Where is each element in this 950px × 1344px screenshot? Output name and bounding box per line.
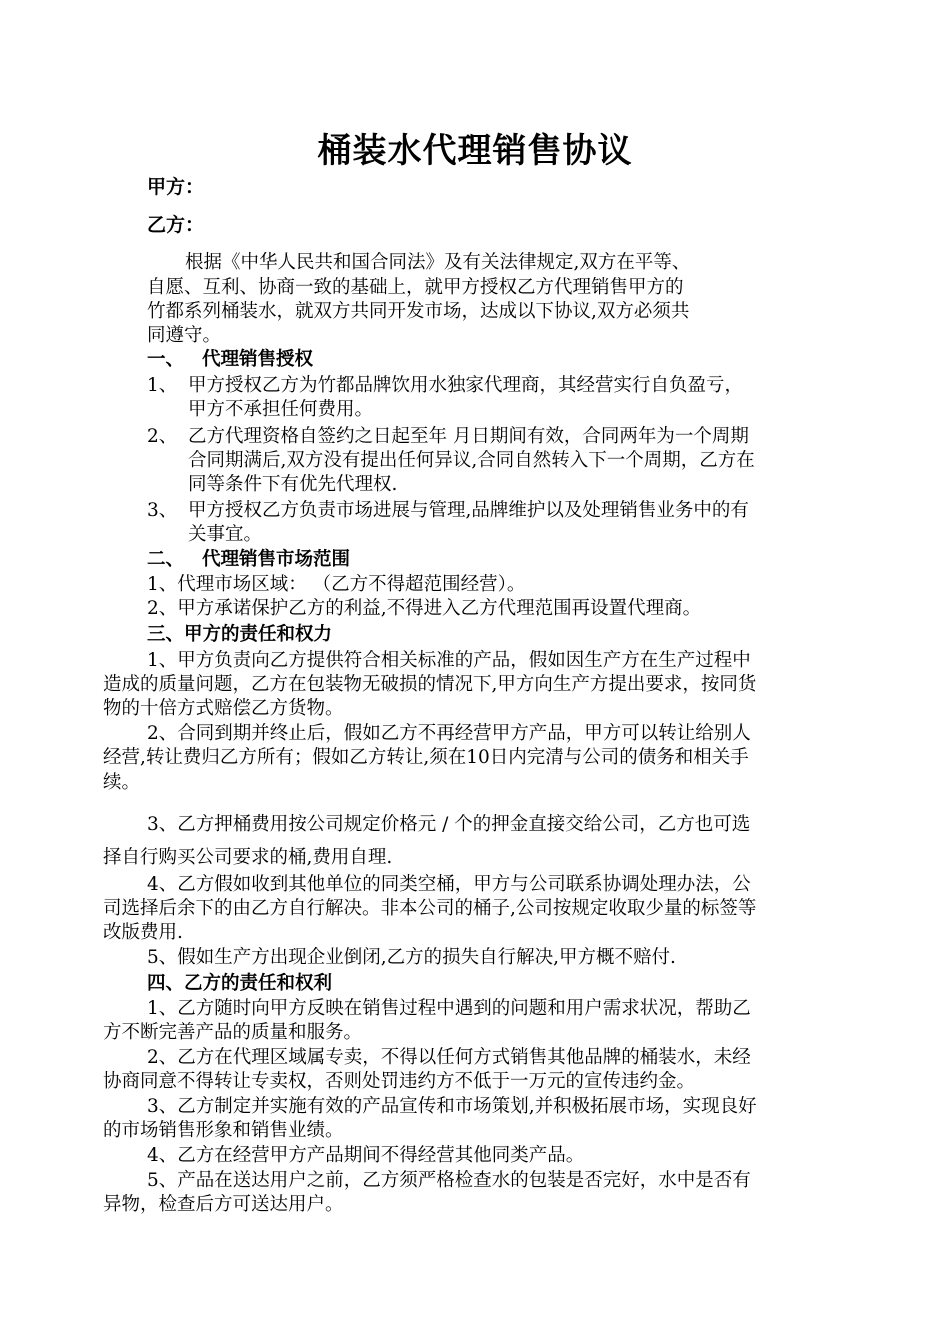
section4-line: 5、产品在送达用户之前，乙方须严格检查水的包装是否完好，水中是否有 [147, 1170, 751, 1191]
section2-line: 2、甲方承诺保护乙方的利益,不得进入乙方代理范围再设置代理商。 [147, 598, 702, 619]
section4-heading: 四、乙方的责任和权利 [147, 973, 333, 994]
section4-line: 协商同意不得转让专卖权，否则处罚违约方不低于一万元的宣传违约金。 [103, 1071, 696, 1092]
section1-item-number: 1、 [147, 375, 178, 396]
section3-line: 造成的质量问题，乙方在包装物无破损的情况下,甲方向生产方提出要求，按同货 [103, 674, 757, 695]
preamble-line: 竹都系列桶装水，就双方共同开发市场，达成以下协议,双方必须共 [147, 301, 690, 322]
section1-item-line: 乙方代理资格自签约之日起至年 月日期间有效，合同两年为一个周期 [188, 426, 749, 447]
section3-heading: 三、甲方的责任和权力 [147, 624, 333, 645]
section3-line: 2、合同到期并终止后，假如乙方不再经营甲方产品，甲方可以转让给别人 [147, 723, 751, 744]
section3-line: 4、乙方假如收到其他单位的同类空桶，甲方与公司联系协调处理办法，公 [147, 874, 751, 895]
section3-line: 司选择后余下的由乙方自行解决。非本公司的桶子,公司按规定收取少量的标签等 [103, 898, 757, 919]
section1-item-line: 甲方授权乙方为竹都品牌饮用水独家代理商，其经营实行自负盈亏， [188, 375, 744, 396]
section1-item-line: 同等条件下有优先代理权. [188, 474, 398, 495]
section1-heading: 代理销售授权 [202, 349, 314, 370]
section3-line: 改版费用. [103, 922, 183, 943]
section4-line: 方不断完善产品的质量和服务。 [103, 1022, 363, 1043]
section4-line: 的市场销售形象和销售业绩。 [103, 1120, 344, 1141]
section3-line: 3、乙方押桶费用按公司规定价格元 / 个的押金直接交给公司，乙方也可选 [147, 814, 751, 835]
document-title: 桶装水代理销售协议 [317, 131, 633, 171]
section1-item-number: 2、 [147, 426, 178, 447]
section3-line: 择自行购买公司要求的桶,费用自理. [103, 847, 393, 868]
section3-line: 续。 [103, 772, 141, 793]
section2-heading: 代理销售市场范围 [202, 549, 351, 570]
section1-item-number: 3、 [147, 500, 178, 521]
section4-line: 1、乙方随时向甲方反映在销售过程中遇到的问题和用户需求状况，帮助乙 [147, 998, 751, 1019]
section4-line: 异物，检查后方可送达用户。 [103, 1194, 344, 1215]
section3-line: 5、假如生产方出现企业倒闭,乙方的损失自行解决,甲方概不赔付. [147, 947, 676, 968]
section1-item-line: 甲方不承担任何费用。 [188, 399, 374, 420]
section1-item-line: 合同期满后,双方没有提出任何异议,合同自然转入下一个周期，乙方在 [188, 450, 755, 471]
section1-item-line: 甲方授权乙方负责市场进展与管理,品牌维护以及处理销售业务中的有 [188, 500, 749, 521]
section3-line: 物的十倍方式赔偿乙方货物。 [103, 698, 344, 719]
section2-line: 1、代理市场区域： （乙方不得超范围经营）。 [147, 574, 526, 595]
section3-line: 经营,转让费归乙方所有；假如乙方转让,须在10日内完清与公司的债务和相关手 [103, 747, 749, 768]
preamble-line: 同遵守。 [147, 325, 222, 346]
section3-line: 1、甲方负责向乙方提供符合相关标准的产品，假如因生产方在生产过程中 [147, 650, 751, 671]
section2-heading-number: 二、 [147, 549, 185, 570]
party-a-label: 甲方： [147, 176, 205, 198]
section4-line: 3、乙方制定并实施有效的产品宣传和市场策划,并积极拓展市场，实现良好 [147, 1096, 757, 1117]
party-b-label: 乙方： [147, 214, 205, 236]
section1-item-line: 关事宜。 [188, 524, 263, 545]
preamble-line: 自愿、互利、协商一致的基础上，就甲方授权乙方代理销售甲方的 [147, 277, 684, 298]
section4-line: 4、乙方在经营甲方产品期间不得经营其他同类产品。 [147, 1145, 585, 1166]
preamble-line: 根据《中华人民共和国合同法》及有关法律规定,双方在平等、 [185, 252, 691, 273]
section1-heading-number: 一、 [147, 349, 185, 370]
section4-line: 2、乙方在代理区域属专卖，不得以任何方式销售其他品牌的桶装水，未经 [147, 1047, 751, 1068]
